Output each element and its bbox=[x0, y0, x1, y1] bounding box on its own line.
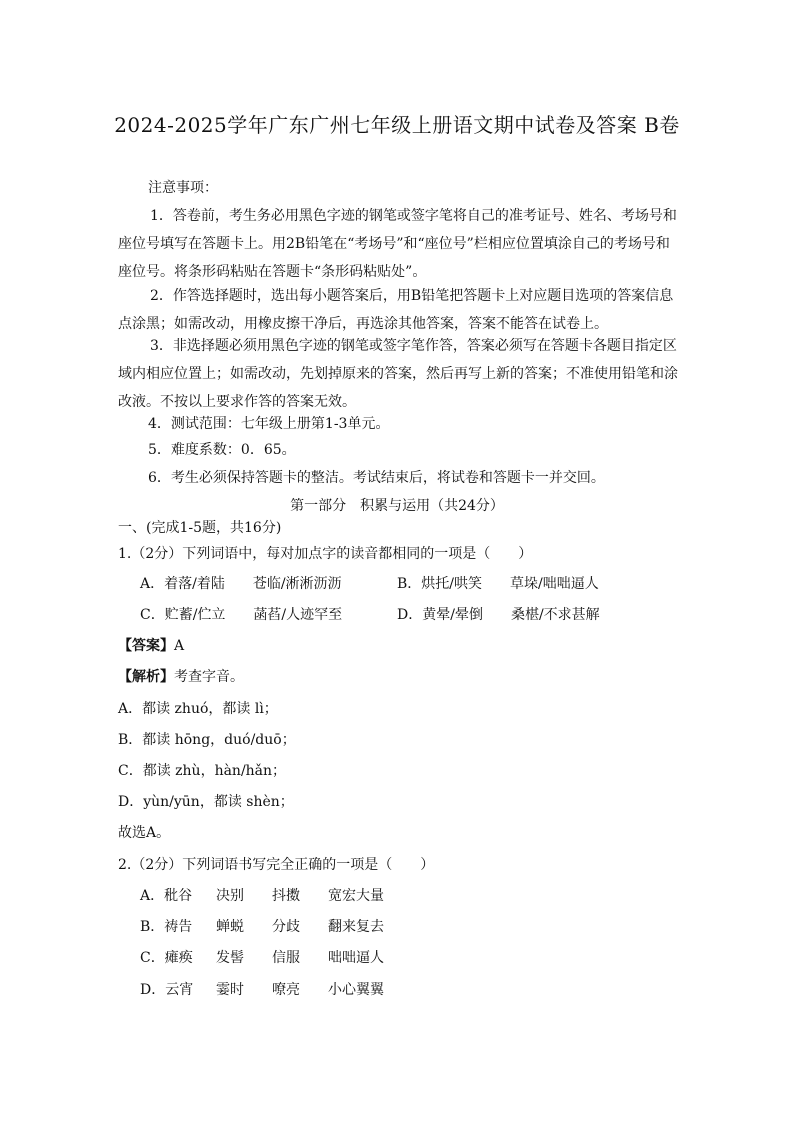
explanation-b: B．都读 hōng，duó/duō； bbox=[118, 732, 296, 748]
analysis-label: 【解析】 bbox=[118, 669, 174, 685]
analysis-text: 考查字音。 bbox=[174, 669, 244, 685]
question-2-option-c-word: 发髻 bbox=[216, 950, 244, 966]
question-2-option-a-word: 抖擞 bbox=[272, 888, 300, 904]
question-2-option-c: C．瘫痪 bbox=[140, 950, 193, 966]
explanation-a: A．都读 zhuó，都读 lì； bbox=[118, 701, 278, 717]
question-1-option-c: C．贮蓄/伫立 菡萏/人迹罕至 bbox=[140, 607, 343, 623]
question-2-option-b-word: 分歧 bbox=[272, 919, 300, 935]
question-2-option-d-word: 霎时 bbox=[216, 982, 244, 998]
question-2-option-a-word: 宽宏大量 bbox=[328, 888, 384, 904]
notice-item-3: 3．非选择题必须用黑色字迹的钢笔或签字笔作答，答案必须写在答题卡各题目指定区域内相应位置上；如需改动，先划掉原来的答案，然后再写上新的答案；不准使用铅笔和涂改液。不按以上要求作答的答案无效。 bbox=[118, 338, 678, 410]
notice-item-2: 2．作答选择题时，选出每小题答案后，用B铅笔把答题卡上对应题目选项的答案信息点涂黑；如需改动，用橡皮擦干净后，再选涂其他答案，答案不能答在试卷上。 bbox=[118, 288, 674, 332]
notice-item-1: 1．答卷前，考生务必用黑色字迹的钢笔或签字笔将自己的准考证号、姓名、考场号和座位号填写在答题卡上。用2B铅笔在“考场号”和“座位号”栏相应位置填涂自己的考场号和座位号。将条形码粘贴在答题卡“条形码粘贴处”。 bbox=[118, 208, 677, 280]
question-2-option-d: D．云宵 bbox=[140, 982, 194, 998]
question-2-option-b-word: 蝉蜕 bbox=[216, 919, 244, 935]
question-1-option-d: D．黄晕/晕倒 桑椹/不求甚解 bbox=[397, 607, 600, 623]
answer-label: 【答案】 bbox=[118, 638, 174, 654]
question-2-option-a-word: 决别 bbox=[216, 888, 244, 904]
section-heading: 一、(完成1-5题，共16分) bbox=[118, 520, 282, 536]
question-2-option-c-word: 咄咄逼人 bbox=[328, 950, 384, 966]
notice-heading: 注意事项： bbox=[148, 180, 218, 196]
notice-item-4: 4．测试范围：七年级上册第1-3单元。 bbox=[148, 416, 390, 432]
question-2-option-c-word: 信服 bbox=[272, 950, 300, 966]
question-2-option-d-word: 嘹亮 bbox=[272, 982, 300, 998]
notice-item-6: 6．考生必须保持答题卡的整洁。考试结束后，将试卷和答题卡一并交回。 bbox=[148, 470, 605, 486]
question-2-stem: 2.（2分）下列词语书写完全正确的一项是（ ） bbox=[118, 857, 435, 873]
question-2-option-b: B．祷告 bbox=[140, 919, 193, 935]
notice-item-5: 5．难度系数：0．65。 bbox=[148, 442, 296, 458]
question-1-option-a: A．着落/着陆 苍临/淅淅沥沥 bbox=[140, 576, 342, 592]
question-2-option-d-word: 小心翼翼 bbox=[328, 982, 384, 998]
question-1-stem: 1.（2分）下列词语中，每对加点字的读音都相同的一项是（ ） bbox=[118, 546, 533, 562]
question-1-option-b: B．烘托/哄笑 草垛/咄咄逼人 bbox=[397, 576, 599, 592]
page-title: 2024-2025学年广东广州七年级上册语文期中试卷及答案 B卷 bbox=[114, 113, 680, 137]
question-2-option-b-word: 翻来复去 bbox=[328, 919, 384, 935]
answer-line bbox=[118, 636, 184, 656]
part-heading: 第一部分 积累与运用（共24分） bbox=[290, 498, 504, 514]
explanation-c: C．都读 zhù，hàn/hǎn； bbox=[118, 763, 287, 779]
analysis-line bbox=[118, 667, 244, 687]
question-2-option-a: A．秕谷 bbox=[140, 888, 193, 904]
conclusion: 故选A。 bbox=[118, 825, 171, 841]
explanation-d: D．yùn/yūn，都读 shèn； bbox=[118, 794, 294, 810]
answer-value: A bbox=[174, 638, 185, 654]
